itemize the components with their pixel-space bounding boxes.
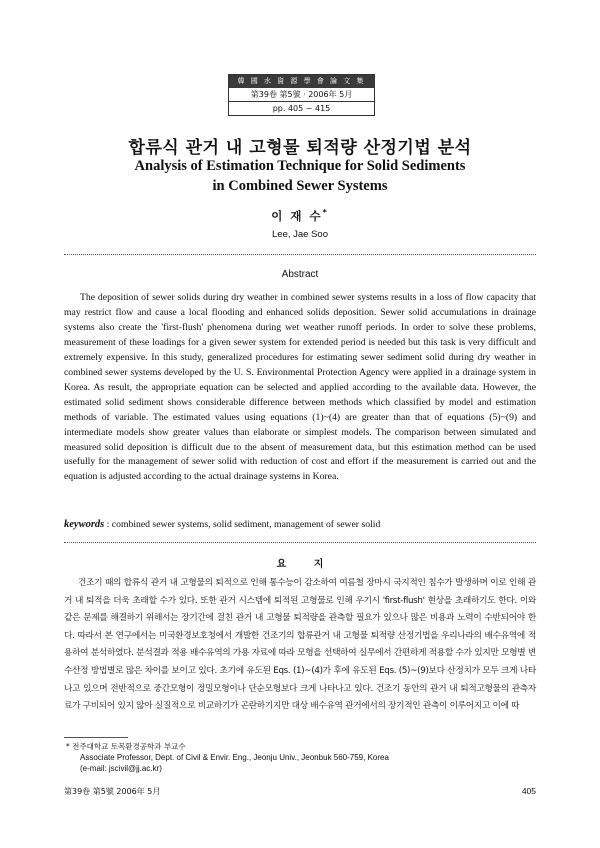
title-english-line2: in Combined Sewer Systems xyxy=(212,178,388,194)
author-korean xyxy=(0,208,600,224)
title-korean: 합류식 관거 내 고형물 퇴적량 산정기법 분석 xyxy=(128,138,472,158)
dotted-divider-top xyxy=(64,254,536,255)
abstract-heading: Abstract xyxy=(281,269,319,280)
author-korean-name: 이 재 수 xyxy=(271,209,323,223)
title-english-line1: Analysis of Estimation Technique for Solid Sediments xyxy=(134,158,466,174)
summary-body: 건조기 때의 합류식 관거 내 고형물의 퇴적으로 인해 통수능이 감소하여 여름철 장마시 국지적인 침수가 발생하며 이로 인해 관거 내 퇴적을 더욱 초래할 수가 있다. 또한 관거 시스템에 퇴적된 고형물로 인해 우기시 'first-flush' 현상을 초래하기도 한다. 이와 같은 문제를 해결하기 위해서는 장기간에 걸친 관거 내 고형물 퇴적량을 관측할 필요가 있으나 많은 비용과 노력이 수반되어야 한다. 따라서 본 연구에서는 미국환경보호청에서 개발한 건조기의 합류관거 내 고형물 퇴적량 산정기법을 우리나라의 배수유역에 적용하여 분석하였다. 분석결과 적용 배수유역의 가용 자료에 따라 모형을 선택하여 실무에서 간편하게 적용할 수가 있지만 모형별 변수산정 방법별로 많은 차이를 보이고 있다. 초기에 유도된 Eqs. (1)~(4)가 후에 유도된 Eqs. (5)~(9)보다 산정치가 모두 크게 나타나고 있으며 전반적으로 중간모형이 정밀모형이나 단순모형보다 크게 나타나고 있다. 건조기 동안의 관거 내 퇴적고형물의 관측자료가 구비되어 있지 않아 실질적으로 비교하기가 곤란하기지만 대상 배수유역 관거에서의 장기적인 관측이 이루어지고 이에 따 xyxy=(64,578,536,712)
journal-name: 韓 國 水 資 源 學 會 論 文 集 xyxy=(229,75,374,88)
footnote-affiliation-korean: * 전주대학교 토목환경공학과 부교수 xyxy=(66,742,186,751)
footnote-rule xyxy=(64,737,128,738)
keywords-text: combined sewer systems, solid sediment, management of sewer solid xyxy=(111,519,381,530)
author-marker: * xyxy=(322,208,329,218)
keywords-separator: : xyxy=(104,519,112,530)
footnote-affiliation-english: Associate Professor, Dept. of Civil & Envir. Eng., Jeonju Univ., Jeonbuk 560-759, Korea xyxy=(80,753,389,762)
keywords-line xyxy=(64,519,536,530)
footer-volume: 第39卷 第5號 2006年 5月 xyxy=(64,787,161,796)
journal-header-box xyxy=(228,74,375,116)
footnote xyxy=(66,741,486,774)
keywords-label: keywords xyxy=(64,519,105,530)
author-english: Lee, Jae Soo xyxy=(272,229,328,240)
volume-issue: 第39卷 第5號 · 2006年 5月 xyxy=(229,88,374,102)
footer-page-number: 405 xyxy=(521,786,536,796)
summary-heading: 요 지 xyxy=(276,559,336,570)
page-range: pp. 405 ~ 415 xyxy=(272,104,331,113)
footnote-email: (e-mail: jscivil@jj.ac.kr) xyxy=(80,764,162,773)
dotted-divider-bottom xyxy=(64,542,536,543)
abstract-body: The deposition of sewer solids during dry weather in combined sewer systems results in a loss of flow capacity that may restrict flow and cause a local flooding and enhanced solids deposition. Sewer solid accumulations in drainage systems also create the 'first-flush' phenomena during wet weather runoff periods. In order to solve these problems, measurement of these loadings for a given sewer system for extended period is needed but this task is very difficult and extremely expensive. In this study, generalized procedures for estimating sewer sediment solid during dry weather in combined sewer systems developed by the U. S. Environmental Protection Agency were applied in a drainage system in Korea. As result, the appropriate equation can be selected and applied according to the available data. However, the estimated solid sediment shows considerable difference between methods which classified by model and estimation methods of variable. The estimated values using equations (1)~(4) are greater than that of equations (5)~(9) and intermediate models show greater values than elaborate or simplest models. The comparison between simulated and measured solid deposition is difficult due to the absent of measurement data, but this estimation method can be used usefully for the management of sewer solid with reduction of cost and effort if the measurement is carried out and the equation is adjusted according to the actual drainage systems in Korea. xyxy=(64,292,536,483)
